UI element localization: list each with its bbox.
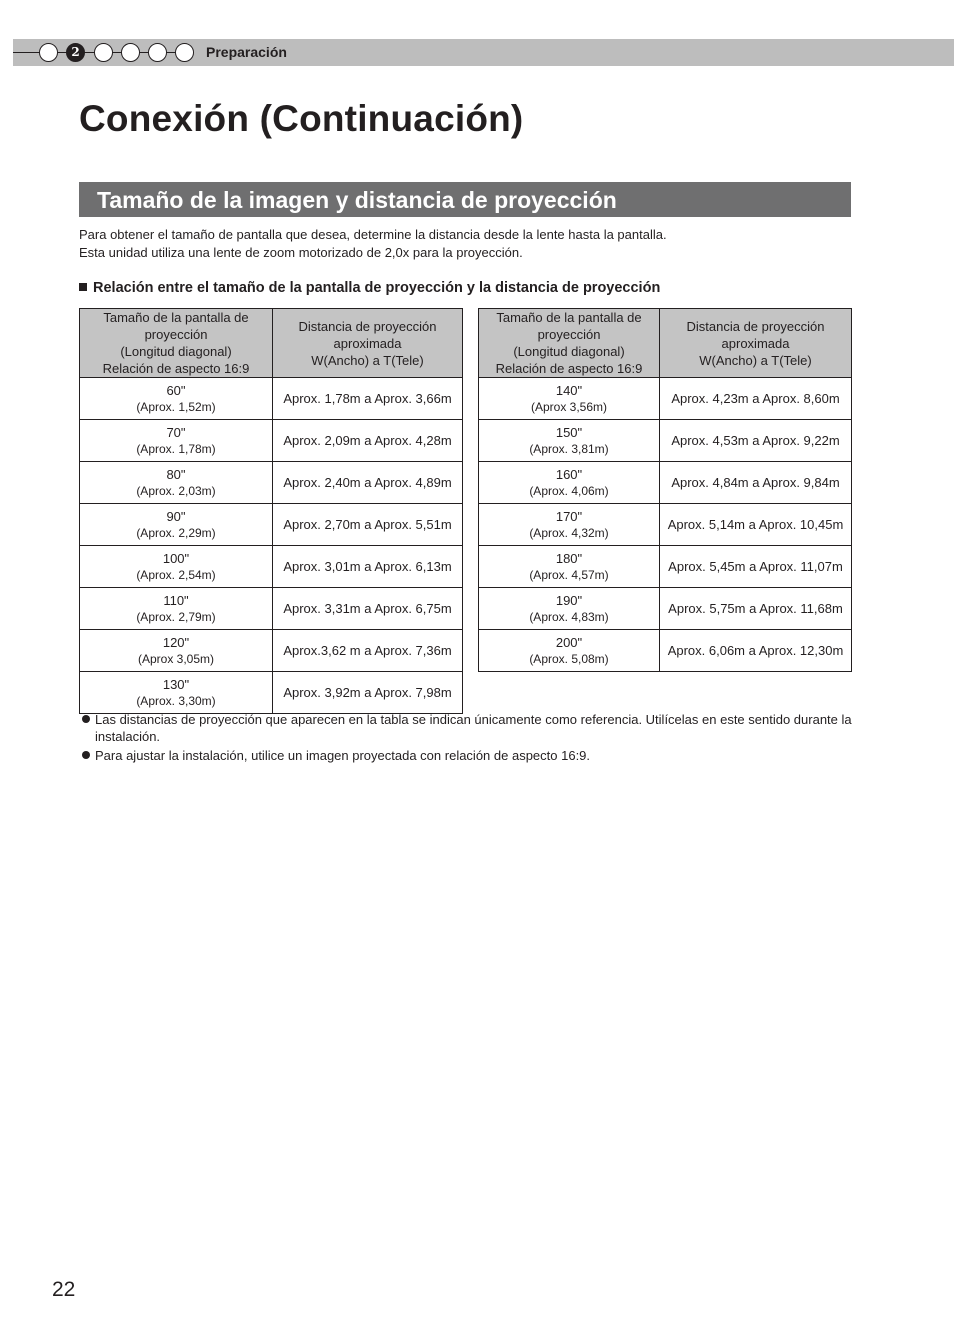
screen-size-inches: 80" [166,466,186,482]
step-circle-1 [39,43,58,62]
screen-size-metric: (Aprox. 2,79m) [136,609,216,624]
page-number: 22 [52,1278,76,1301]
screen-size-inches: 150" [555,424,583,440]
header-projection-distance [273,309,463,378]
projection-distance-cell: Aprox. 3,31m a Aprox. 6,75m [273,588,463,630]
table-subheading [79,279,660,297]
step-circle-5 [148,43,167,62]
table-header-row [479,309,852,378]
screen-size-cell [479,462,660,504]
screen-size-inches: 120" [162,634,190,650]
screen-size-inches: 100" [162,550,190,566]
section-heading-bar [79,182,851,217]
header-size-line: Tamaño de la pantalla de [496,310,642,325]
step-circle-2-active: 2 [66,43,85,62]
screen-size-metric: (Aprox 3,05m) [137,651,215,666]
screen-size-cell [479,630,660,672]
bullet-icon [82,715,90,723]
header-distance-line: aproximada [333,335,402,351]
screen-size-metric: (Aprox 3,56m) [530,399,608,414]
header-distance-line: aproximada [721,335,790,351]
screen-size-inches: 160" [555,466,583,482]
step-circle-6 [175,43,194,62]
screen-size-cell [479,504,660,546]
screen-size-metric: (Aprox. 3,81m) [529,441,609,456]
intro-line-2: Esta unidad utiliza una lente de zoom motorizado de 2,0x para la proyección. [79,245,523,260]
header-size-line: (Longitud diagonal) [120,344,232,359]
header-size-line: proyección [144,327,208,342]
step-circle-3 [94,43,113,62]
screen-size-cell [479,378,660,420]
header-projection-distance [660,309,852,378]
screen-size-inches: 180" [555,550,583,566]
header-size-line: (Longitud diagonal) [513,344,625,359]
section-heading: Tamaño de la imagen y distancia de proyección [97,187,617,213]
step-circle-4 [121,43,140,62]
projection-distance-cell: Aprox. 4,23m a Aprox. 8,60m [660,378,852,420]
note-text: Las distancias de proyección que aparecen en la tabla se indican únicamente como referencia. Utilícelas en este sentido durante la instalación. [95,712,852,744]
screen-size-metric: (Aprox. 5,08m) [529,651,609,666]
screen-size-inches: 190" [555,592,583,608]
header-screen-size [479,309,660,378]
screen-size-cell [80,546,273,588]
section-label: Preparación [206,44,287,60]
screen-size-metric: (Aprox. 3,30m) [136,693,216,708]
screen-size-cell [80,420,273,462]
screen-size-metric: (Aprox. 2,54m) [136,567,216,582]
projection-distance-cell: Aprox. 6,06m a Aprox. 12,30m [660,630,852,672]
screen-size-inches: 130" [162,676,190,692]
projection-distance-cell: Aprox. 1,78m a Aprox. 3,66m [273,378,463,420]
table-row [80,672,463,714]
table-row [80,504,463,546]
projection-distance-cell: Aprox. 2,09m a Aprox. 4,28m [273,420,463,462]
table-row [80,546,463,588]
note-text: Para ajustar la instalación, utilice un imagen proyectada con relación de aspecto 16:9. [95,748,591,763]
projection-distance-cell: Aprox. 2,70m a Aprox. 5,51m [273,504,463,546]
intro-line-1: Para obtener el tamaño de pantalla que desea, determine la distancia desde la lente hasta la pantalla. [79,227,667,242]
table-header-row [80,309,463,378]
screen-size-cell [80,378,273,420]
bullet-icon [82,751,90,759]
intro-text [79,226,859,262]
table-row [479,462,852,504]
screen-size-metric: (Aprox. 4,06m) [529,483,609,498]
screen-size-metric: (Aprox. 4,83m) [529,609,609,624]
projection-distance-cell: Aprox. 5,75m a Aprox. 11,68m [660,588,852,630]
page-title: Conexión (Continuación) [79,98,524,139]
header-size-line: Relación de aspecto 16:9 [102,361,250,376]
screen-size-metric: (Aprox. 2,29m) [136,525,216,540]
table-row [80,630,463,672]
table-row [80,378,463,420]
table-row [479,420,852,462]
table-row [80,588,463,630]
screen-size-cell [80,588,273,630]
screen-size-cell [479,546,660,588]
screen-size-metric: (Aprox. 2,03m) [136,483,216,498]
header-size-line: Tamaño de la pantalla de [103,310,249,325]
table-row [479,378,852,420]
header-distance-line: W(Ancho) a T(Tele) [699,352,812,368]
screen-size-metric: (Aprox. 1,78m) [136,441,216,456]
screen-size-metric: (Aprox. 1,52m) [136,399,216,414]
screen-size-inches: 90" [166,508,186,524]
notes-list [79,711,869,766]
screen-size-metric: (Aprox. 4,57m) [529,567,609,582]
table-row [479,546,852,588]
table-row [479,588,852,630]
header-size-line: Relación de aspecto 16:9 [495,361,643,376]
screen-size-cell [80,630,273,672]
header-distance-line: Distancia de proyección [298,318,437,334]
distance-table-left [79,308,463,714]
screen-size-cell [80,672,273,714]
note-item [79,711,869,745]
projection-distance-cell: Aprox. 2,40m a Aprox. 4,89m [273,462,463,504]
screen-size-inches: 170" [555,508,583,524]
projection-distance-cell: Aprox. 5,45m a Aprox. 11,07m [660,546,852,588]
projection-distance-cell: Aprox. 3,01m a Aprox. 6,13m [273,546,463,588]
square-bullet-icon [79,283,87,291]
header-distance-line: Distancia de proyección [686,318,825,334]
projection-distance-cell: Aprox. 4,84m a Aprox. 9,84m [660,462,852,504]
distance-table-right [478,308,852,672]
subheading-text: Relación entre el tamaño de la pantalla de proyección y la distancia de proyección [93,280,661,296]
screen-size-inches: 70" [166,424,186,440]
projection-distance-cell: Aprox.3,62 m a Aprox. 7,36m [273,630,463,672]
projection-distance-cell: Aprox. 4,53m a Aprox. 9,22m [660,420,852,462]
projection-distance-cell: Aprox. 3,92m a Aprox. 7,98m [273,672,463,714]
table-row [80,420,463,462]
screen-size-inches: 60" [166,382,186,398]
screen-size-metric: (Aprox. 4,32m) [529,525,609,540]
note-item [79,747,869,764]
header-distance-line: W(Ancho) a T(Tele) [311,352,424,368]
screen-size-cell [80,462,273,504]
header-screen-size [80,309,273,378]
header-bar [13,39,954,66]
table-row [479,630,852,672]
screen-size-cell [479,588,660,630]
header-size-line: proyección [537,327,601,342]
table-row [80,462,463,504]
screen-size-cell [479,420,660,462]
screen-size-inches: 140" [555,382,583,398]
screen-size-cell [80,504,273,546]
projection-distance-cell: Aprox. 5,14m a Aprox. 10,45m [660,504,852,546]
screen-size-inches: 200" [555,634,583,650]
table-row [479,504,852,546]
screen-size-inches: 110" [163,592,189,608]
